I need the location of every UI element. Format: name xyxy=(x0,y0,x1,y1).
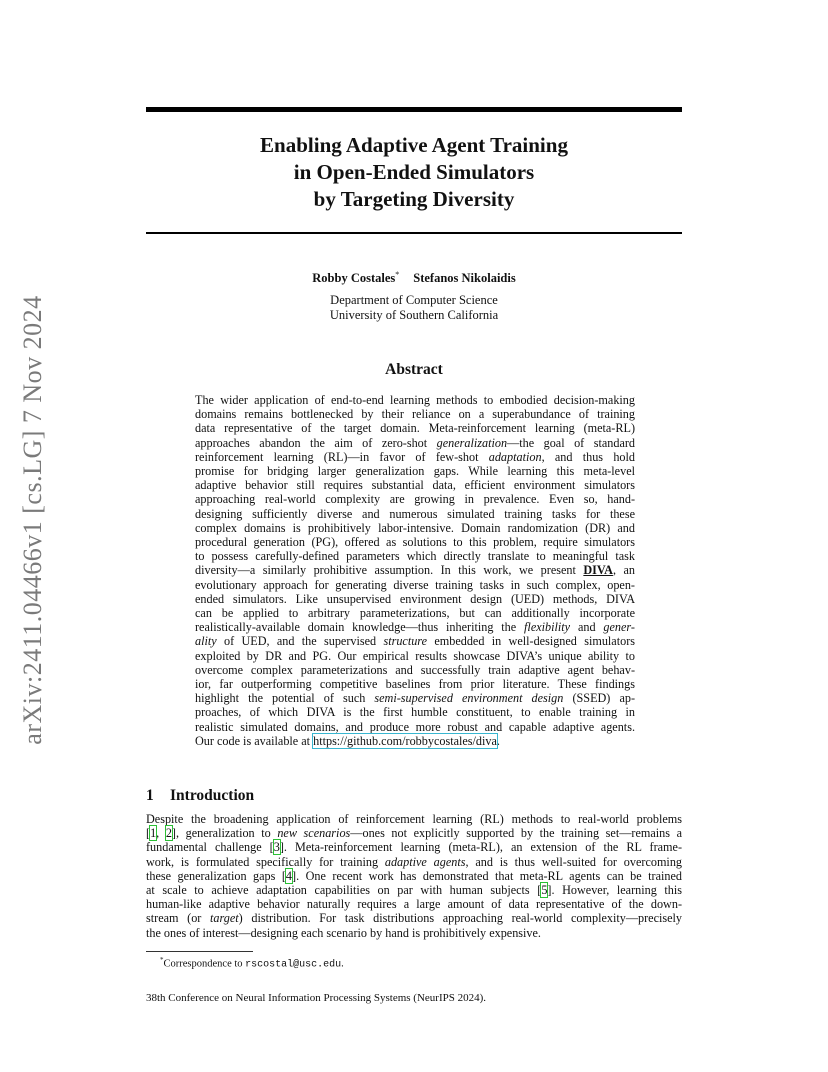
author-name: Robby Costales xyxy=(312,271,396,286)
abstract-line: adaptive behavior still requires substantial data, efficient environment simulators xyxy=(195,478,635,493)
section-number: 1 xyxy=(146,787,154,804)
abstract-line: data representative of the target domain. Meta-reinforcement learning (meta-RL) xyxy=(195,421,635,436)
intro-line: fundamental challenge [3]. Meta-reinforcement learning (meta-RL), an extension of the RL frame- xyxy=(146,840,683,855)
affiliation xyxy=(146,293,682,323)
author-footnote-mark: * xyxy=(395,270,400,279)
abstract-line: ior, far outperforming competitive baselines from prior literature. These findings xyxy=(195,677,635,692)
citation-link[interactable]: 4 xyxy=(285,868,293,883)
title-line: in Open-Ended Simulators xyxy=(293,160,535,184)
section-heading xyxy=(146,787,254,805)
emphasis: new scenarios xyxy=(277,826,351,841)
abstract-line: evolutionary approach for generating diverse training tasks in such complex, open- xyxy=(195,577,635,592)
abstract-body xyxy=(195,393,635,748)
abstract-line: approaches abandon the aim of zero-shot generalization—the goal of standard xyxy=(195,435,635,450)
title-line: by Targeting Diversity xyxy=(313,187,515,211)
intro-line: work, is formulated specifically for training adaptive agents, and is thus well-suited for overcoming xyxy=(146,854,683,869)
method-name-link[interactable]: DIVA xyxy=(583,563,613,578)
intro-line: stream (or target) distribution. For task distributions approaching real-world complexity—precisely xyxy=(146,911,683,926)
emphasis: gener- xyxy=(603,620,635,635)
abstract-line: The wider application of end-to-end learning methods to embodied decision-making xyxy=(195,393,635,407)
abstract-line: overcome complex parameterizations and successfully train adaptive agent behav- xyxy=(195,662,635,677)
abstract-line: procedural generation (PG), offered as solutions to this problem, require simulators xyxy=(195,535,635,550)
affiliation-university: University of Southern California xyxy=(329,308,499,322)
intro-line: the ones of interest—designing each scenario by hand is prohibitively expensive. xyxy=(146,925,541,940)
title-line: Enabling Adaptive Agent Training xyxy=(260,133,568,157)
footnote-end: . xyxy=(341,958,344,970)
citation-link[interactable]: 2 xyxy=(165,826,172,841)
intro-line: Despite the broadening application of reinforcement learning (RL) methods to real-world problems xyxy=(146,812,682,826)
emphasis: target xyxy=(210,911,239,926)
footnote-rule xyxy=(146,951,253,952)
citation-link[interactable]: 1 xyxy=(150,826,157,841)
abstract-line: proaches, of which DIVA is the first humble constituent, to enable training in xyxy=(195,705,635,720)
title-top-rule xyxy=(146,107,682,112)
abstract-line: ended simulators. Like unsupervised environment design (UED) methods, DIVA xyxy=(195,591,635,606)
emphasis: generalization xyxy=(436,435,508,450)
abstract-line: diversity—a similarly prohibitive assumption. In this work, we present DIVA, an xyxy=(195,563,635,578)
title-bottom-rule xyxy=(146,232,682,234)
citation-link[interactable]: 5 xyxy=(541,883,548,898)
abstract-heading: Abstract xyxy=(385,361,443,378)
abstract-line: approaching real-world complexity are growing in prevalence. Even so, hand- xyxy=(195,492,635,507)
footnote-email[interactable]: rscostal@usc.edu xyxy=(245,959,342,971)
section-title: Introduction xyxy=(170,787,255,804)
intro-line: human-like adaptive behavior naturally requires a large amount of data representative of the down- xyxy=(146,897,682,912)
abstract-line: Our code is available at https://github.com/robbycostales/diva. xyxy=(195,733,500,748)
abstract-line: promise for bridging larger generalization gaps. While learning this meta-level xyxy=(195,464,635,479)
arxiv-stamp: arXiv:2411.04466v1 [cs.LG] 7 Nov 2024 xyxy=(18,295,47,745)
citation-link[interactable]: 3 xyxy=(273,840,280,855)
abstract-line: realistic simulated domains, and produce more robust and capable adaptive agents. xyxy=(195,719,635,734)
intro-line: these generalization gaps [4]. One recent work has demonstrated that meta-RL agents can be trained xyxy=(146,868,682,883)
affiliation-department: Department of Computer Science xyxy=(330,293,498,307)
intro-line: [1, 2], generalization to new scenarios—ones not explicitly supported by the training set—remains a xyxy=(146,826,682,841)
footnote xyxy=(160,956,344,971)
abstract-line: realistically-available domain knowledge—thus inheriting the flexibility and gener- xyxy=(195,620,635,635)
abstract-line: domains remains bottlenecked by their reliance on a superabundance of training xyxy=(195,407,635,422)
conference-note: 38th Conference on Neural Information Processing Systems (NeurIPS 2024). xyxy=(146,992,487,1004)
intro-line: at scale to achieve adaptation capabilities on par with human subjects [5]. However, learning this xyxy=(146,883,682,898)
emphasis: ality xyxy=(195,634,217,649)
abstract-line: highlight the potential of such semi-supervised environment design (SSED) ap- xyxy=(195,691,636,706)
introduction-body xyxy=(146,812,682,940)
abstract-line: ality of UED, and the supervised structure embedded in well-designed simulators xyxy=(195,634,635,649)
abstract-line: to possess carefully-defined parameters which directly translate to meaningful task xyxy=(195,549,635,564)
abstract-line: complex domains is prohibitively labor-intensive. Domain randomization (DR) and xyxy=(195,520,635,535)
paper-title xyxy=(146,132,682,213)
emphasis: adaptation xyxy=(488,449,542,464)
author-list xyxy=(146,270,682,286)
author-name: Stefanos Nikolaidis xyxy=(413,271,516,286)
abstract-line: exploited by DR and PG. Our empirical results showcase DIVA’s unique ability to xyxy=(195,648,635,663)
abstract-line: can be applied to arbitrary parameterizations, but can additionally incorporate xyxy=(195,606,635,621)
footnote-text: Correspondence to xyxy=(163,958,246,970)
emphasis: semi-supervised environment design xyxy=(374,691,564,706)
code-repository-link[interactable]: https://github.com/robbycostales/diva xyxy=(313,733,497,748)
abstract-line: reinforcement learning (RL)—in favor of few-shot adaptation, and thus hold xyxy=(195,449,635,464)
abstract-line: designing sufficiently diverse and numerous simulated training tasks for these xyxy=(195,506,635,521)
footnote-mark: * xyxy=(160,956,164,964)
emphasis: flexibility xyxy=(524,620,571,635)
emphasis: structure xyxy=(383,634,428,649)
emphasis: adaptive agents xyxy=(384,854,466,869)
